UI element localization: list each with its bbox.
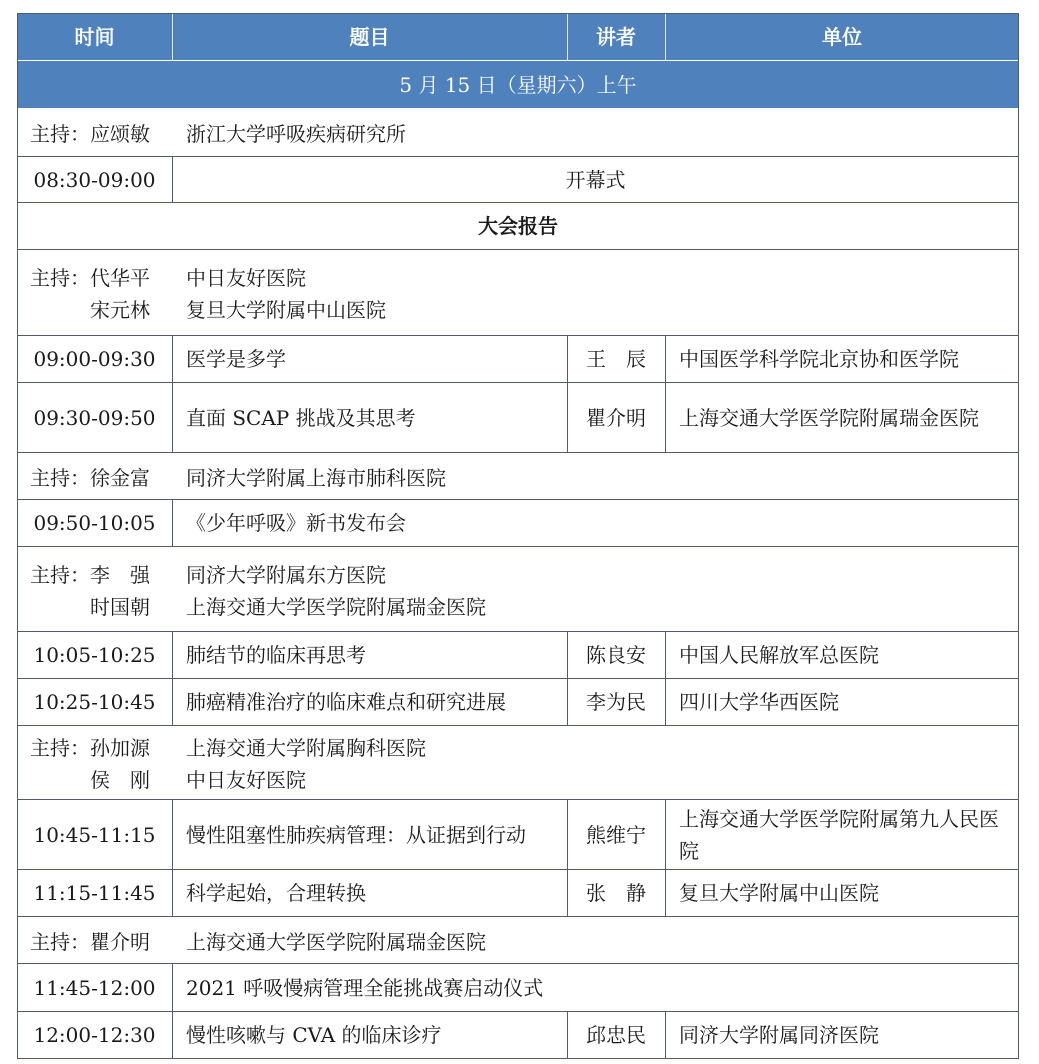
talk-title: 慢性咳嗽与 CVA 的临床诊疗 <box>186 1023 442 1047</box>
speaker-unit: 中国人民解放军总医院 <box>679 643 879 667</box>
session-time: 10:25-10:45 <box>33 690 156 714</box>
talk-row <box>17 800 1019 869</box>
host-row <box>17 109 1019 156</box>
talk-title: 肺结节的临床再思考 <box>186 643 366 667</box>
host-name: 瞿介明 <box>90 929 150 954</box>
host-institution: 上海交通大学医学院附属瑞金医院 <box>186 929 486 954</box>
speaker-name: 王 辰 <box>586 347 646 371</box>
session-time: 09:50-10:05 <box>33 511 156 535</box>
host-row <box>17 453 1019 499</box>
host-label: 主持： <box>30 736 90 760</box>
header-speaker: 讲者 <box>596 24 636 49</box>
talk-title: 科学起始，合理转换 <box>186 881 366 905</box>
speaker-name: 瞿介明 <box>586 405 646 430</box>
date-banner-row <box>17 61 1019 108</box>
session-time: 09:30-09:50 <box>33 405 156 430</box>
opening-ceremony: 开幕式 <box>565 167 626 192</box>
section-title: 大会报告 <box>478 214 558 238</box>
talk-row <box>17 1012 1019 1058</box>
host-name: 代华平 <box>90 266 150 290</box>
header-title: 题目 <box>349 24 390 49</box>
event-row <box>17 500 1019 546</box>
speaker-unit: 上海交通大学医学院附属第九人民医院 <box>679 806 999 863</box>
speaker-unit: 同济大学附属同济医院 <box>679 1023 879 1047</box>
host-institution: 同济大学附属上海市肺科医院 <box>186 465 446 490</box>
event-title: 《少年呼吸》新书发布会 <box>186 511 406 535</box>
host-label: 主持： <box>30 266 90 290</box>
host-name: 李 强 <box>90 562 150 587</box>
host-institution: 上海交通大学附属胸科医院 <box>186 736 426 760</box>
talk-row <box>17 870 1019 916</box>
session-time: 10:45-11:15 <box>33 822 156 847</box>
session-time: 11:45-12:00 <box>33 975 156 1000</box>
host-institution: 同济大学附属东方医院 <box>186 562 386 587</box>
speaker-name: 陈良安 <box>586 643 646 667</box>
speaker-unit: 中国医学科学院北京协和医学院 <box>679 347 959 371</box>
section-title-row <box>17 203 1019 249</box>
header-time: 时间 <box>74 24 115 49</box>
session-time: 12:00-12:30 <box>33 1023 156 1047</box>
talk-title: 肺癌精准治疗的临床难点和研究进展 <box>186 690 506 714</box>
speaker-unit: 上海交通大学医学院附属瑞金医院 <box>679 405 979 430</box>
talk-row <box>17 632 1019 678</box>
speaker-name: 李为民 <box>586 690 646 714</box>
event-title: 2021 呼吸慢病管理全能挑战赛启动仪式 <box>186 975 544 1000</box>
speaker-name: 邱忠民 <box>586 1023 646 1047</box>
host-institution: 复旦大学附属中山医院 <box>186 298 386 322</box>
date-banner: 5 月 15 日（星期六）上午 <box>399 72 637 97</box>
speaker-unit: 四川大学华西医院 <box>679 690 839 714</box>
talk-title: 直面 SCAP 挑战及其思考 <box>186 405 416 430</box>
session-time: 10:05-10:25 <box>33 643 156 667</box>
host-name: 宋元林 <box>90 298 150 322</box>
session-time: 09:00-09:30 <box>33 347 156 371</box>
speaker-unit: 复旦大学附属中山医院 <box>679 881 879 905</box>
talk-row <box>17 336 1019 382</box>
host-institution: 上海交通大学医学院附属瑞金医院 <box>186 594 486 619</box>
host-label: 主持： <box>30 929 90 954</box>
session-time: 11:15-11:45 <box>33 881 156 905</box>
talk-title: 医学是多学 <box>186 347 286 371</box>
talk-row <box>17 679 1019 725</box>
host-name: 孙加源 <box>90 736 150 760</box>
host-row <box>17 250 1019 335</box>
talk-title: 慢性阻塞性肺疾病管理：从证据到行动 <box>186 822 526 847</box>
host-name: 徐金富 <box>90 465 150 490</box>
host-institution: 中日友好医院 <box>186 768 306 792</box>
session-time: 08:30-09:00 <box>33 167 156 192</box>
opening-row <box>17 157 1019 202</box>
host-row <box>17 547 1019 631</box>
host-label: 主持： <box>30 562 90 587</box>
host-institution: 浙江大学呼吸疾病研究所 <box>186 122 406 146</box>
host-row <box>17 726 1019 799</box>
host-name: 时国朝 <box>90 594 150 619</box>
host-label: 主持： <box>30 122 90 146</box>
talk-row <box>17 383 1019 452</box>
host-label: 主持： <box>30 465 90 490</box>
host-institution: 中日友好医院 <box>186 266 306 290</box>
speaker-name: 张 静 <box>586 881 646 905</box>
event-row <box>17 964 1019 1011</box>
host-name: 侯 刚 <box>90 768 150 792</box>
header-unit: 单位 <box>822 24 862 49</box>
speaker-name: 熊维宁 <box>586 822 646 847</box>
host-row <box>17 917 1019 963</box>
host-name: 应颂敏 <box>90 122 150 146</box>
table-header-row <box>17 13 1019 60</box>
